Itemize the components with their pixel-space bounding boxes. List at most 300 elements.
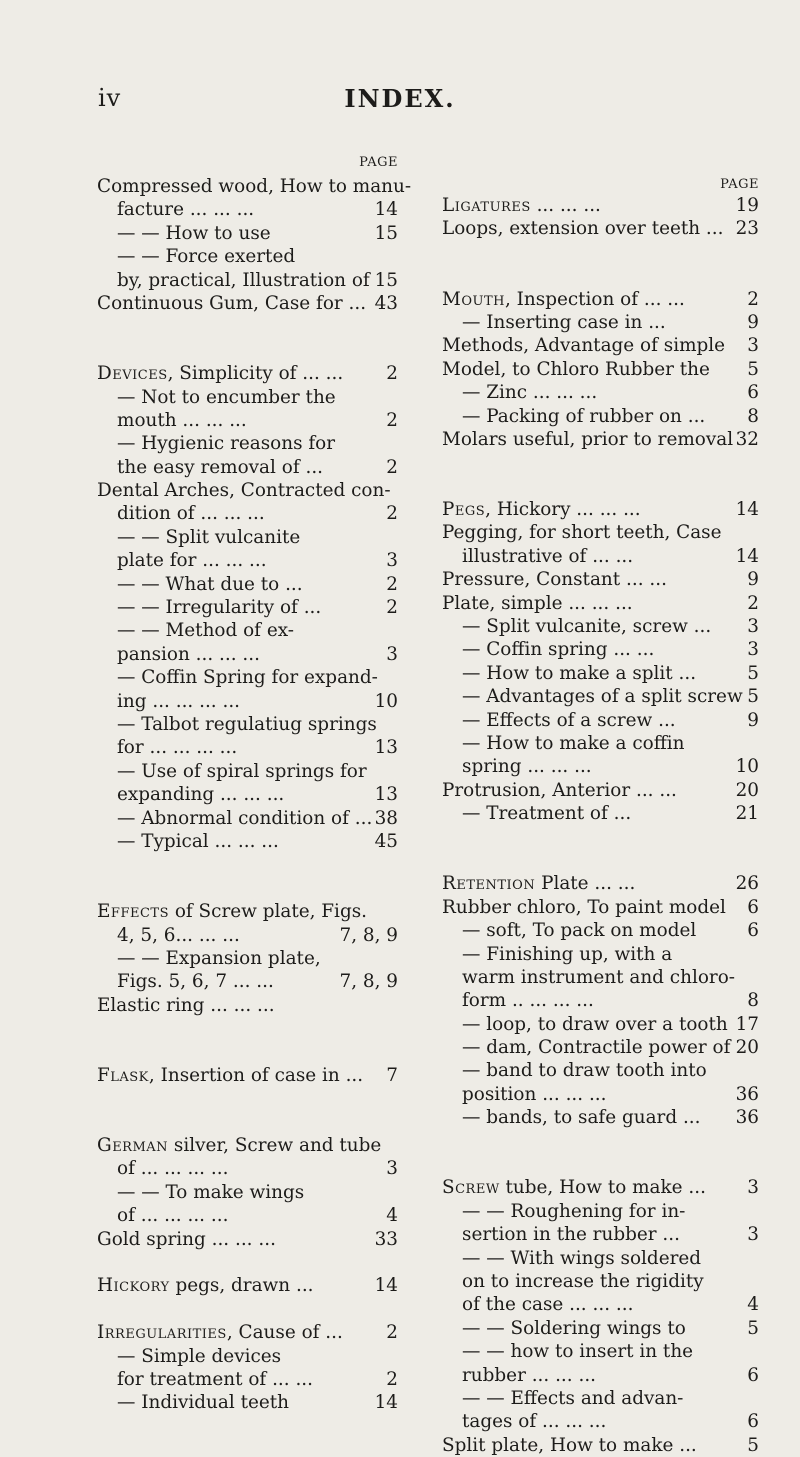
index-entry — [442, 615, 759, 638]
index-entry-text — [462, 638, 654, 661]
index-entry-body: — dam, Contractile power of — [462, 1037, 731, 1059]
index-entry-body: — — Soldering wings to — [462, 1317, 686, 1339]
index-entry-page: 7, 8, 9 — [339, 924, 398, 946]
index-entry-text — [97, 292, 366, 315]
index-entry-text — [117, 549, 267, 572]
index-entry-body: ing ... ... ... ... — [117, 690, 241, 712]
index-entry-text — [117, 783, 284, 806]
index-entry-text — [442, 779, 677, 802]
index-entry — [97, 994, 398, 1017]
index-entry-text — [97, 994, 275, 1017]
index-entry-body: — Simple devices — [117, 1345, 282, 1367]
index-entry-page: 2 — [386, 573, 398, 595]
index-entry-text — [117, 1204, 228, 1227]
index-entry — [442, 732, 759, 755]
index-entry-text — [442, 288, 685, 311]
index-entry — [97, 245, 398, 268]
index-entry — [97, 1345, 398, 1368]
index-entry-text — [117, 269, 370, 292]
index-entry-text — [97, 1134, 381, 1157]
index-entry-page: 3 — [747, 1224, 759, 1246]
index-entry-text — [117, 596, 321, 619]
index-entry — [97, 690, 398, 713]
index-entry-page: 14 — [735, 545, 759, 567]
index-entry-body: Elastic ring ... ... ... — [97, 994, 275, 1016]
index-entry — [442, 1200, 759, 1223]
index-entry-page: 14 — [374, 199, 398, 221]
index-entry-text — [97, 362, 343, 385]
index-entry-body: Methods, Advantage of simple — [442, 335, 726, 357]
index-entry — [97, 1391, 398, 1414]
index-entry-text — [462, 405, 705, 428]
index-entry — [442, 872, 759, 895]
index-entry-text — [117, 456, 323, 479]
index-entry — [97, 1321, 398, 1344]
index-entry-body: — — how to insert in the — [462, 1341, 694, 1363]
index-entry-body: Continuous Gum, Case for ... — [97, 292, 367, 314]
index-entry-text — [462, 919, 696, 942]
index-entry-text — [462, 1410, 606, 1433]
index-entry-page: 4 — [386, 1205, 398, 1227]
index-entry-body: — Talbot regulatiug springs — [117, 713, 377, 735]
index-entry-text — [462, 615, 711, 638]
index-entry-body: Rubber chloro, To paint model — [442, 896, 726, 918]
index-entry-page: 15 — [374, 222, 398, 244]
index-entry — [442, 1410, 759, 1433]
index-entry-page: 9 — [747, 569, 759, 591]
index-entry-page: 21 — [735, 803, 759, 825]
index-entry-heading: Hickory — [97, 1275, 170, 1297]
index-entry-text — [117, 1181, 304, 1204]
index-entry-body: of ... ... ... ... — [117, 1205, 229, 1227]
index-entry-text — [462, 1293, 633, 1316]
index-entry-body: sertion in the rubber ... — [462, 1224, 680, 1246]
index-entry-body: — loop, to draw over a tooth — [462, 1013, 728, 1035]
index-entry — [97, 1064, 398, 1087]
entry-spacer — [97, 1087, 398, 1110]
index-entry-page: 5 — [747, 686, 759, 708]
index-entry — [97, 1157, 398, 1180]
index-entry-text — [97, 1321, 343, 1344]
index-entry-page: 6 — [747, 1364, 759, 1386]
index-entry-text — [462, 1036, 730, 1059]
index-entry-page: 14 — [374, 1275, 398, 1297]
index-entry-body: position ... ... ... — [462, 1083, 607, 1105]
index-entry-body: — soft, To pack on model — [462, 920, 697, 942]
index-entry — [97, 783, 398, 806]
index-entry-text — [442, 872, 635, 895]
index-entry-page: 2 — [747, 592, 759, 614]
index-entry — [442, 709, 759, 732]
index-entry-body: — Treatment of ... — [462, 803, 632, 825]
index-entry-page: 7, 8, 9 — [339, 971, 398, 993]
index-entry-text — [117, 1345, 281, 1368]
index-entry-text — [117, 807, 372, 830]
index-entry-text — [462, 1200, 685, 1223]
index-entry-text — [442, 428, 733, 451]
index-entry-body: — Zinc ... ... ... — [462, 382, 598, 404]
index-entry-text — [462, 802, 631, 825]
index-entry — [442, 1013, 759, 1036]
index-entry-text — [462, 1083, 607, 1106]
index-entry-text — [117, 619, 294, 642]
index-entry-body: silver, Screw and tube — [168, 1135, 382, 1157]
index-entry-body: — Abnormal condition of ... — [117, 807, 373, 829]
index-entry-text — [442, 568, 667, 591]
index-entry — [442, 685, 759, 708]
entry-spacer — [97, 1251, 398, 1274]
index-entry-page: 3 — [386, 643, 398, 665]
index-entry-page: 13 — [374, 784, 398, 806]
index-entry-body: — Effects of a screw ... — [462, 709, 676, 731]
index-entry-page: 2 — [386, 1322, 398, 1344]
entry-spacer — [97, 853, 398, 876]
index-entry — [442, 1247, 759, 1270]
index-entry-body: — — What due to ... — [117, 573, 303, 595]
index-entry-text — [117, 760, 367, 783]
index-entry-text — [117, 690, 240, 713]
index-entry-text — [462, 1013, 728, 1036]
index-entry-body: Protrusion, Anterior ... ... — [442, 779, 677, 801]
index-entry-page: 6 — [747, 896, 759, 918]
index-entry-body: warm instrument and chloro- — [462, 966, 735, 988]
index-entry-heading: Flask — [97, 1064, 149, 1086]
index-entry-text — [442, 592, 633, 615]
index-entry-body: — — With wings soldered — [462, 1247, 702, 1269]
index-entry-page: 26 — [735, 873, 759, 895]
index-entry-text — [442, 1176, 706, 1199]
index-entry-body: Pressure, Constant ... ... — [442, 569, 667, 591]
index-entry-body: of the case ... ... ... — [462, 1294, 634, 1316]
index-entry-body: tube, How to make ... — [499, 1177, 706, 1199]
index-entry-page: 5 — [747, 662, 759, 684]
index-entry-text — [442, 217, 723, 240]
index-entry-body: — Packing of rubber on ... — [462, 405, 706, 427]
index-entry-body: — How to make a coffin — [462, 732, 685, 754]
index-entry-text — [442, 358, 710, 381]
index-column-left — [97, 154, 412, 1415]
index-entries-right — [442, 194, 759, 1457]
index-entry — [442, 802, 759, 825]
index-entry — [442, 217, 759, 240]
index-entry-body: for treatment of ... ... — [117, 1368, 313, 1390]
index-entry-body: Split plate, How to make ... — [442, 1434, 697, 1456]
index-entry — [97, 362, 398, 385]
index-entry — [97, 198, 398, 221]
index-entry — [442, 919, 759, 942]
index-entry — [97, 292, 398, 315]
index-entry-body: on to increase the rigidity — [462, 1270, 704, 1292]
index-entry-text — [97, 479, 391, 502]
entry-spacer — [97, 315, 398, 338]
index-entry — [442, 381, 759, 404]
index-entry-page: 3 — [747, 616, 759, 638]
entry-spacer — [442, 1153, 759, 1176]
index-entry — [97, 386, 398, 409]
index-entry — [97, 456, 398, 479]
index-entry-heading: Irregularities — [97, 1322, 227, 1344]
index-entry — [442, 288, 759, 311]
index-entry-body: — Individual teeth — [117, 1392, 289, 1414]
index-entry — [97, 526, 398, 549]
entry-spacer — [97, 339, 398, 362]
index-entry-text — [442, 521, 722, 544]
index-entry-page: 38 — [374, 807, 398, 829]
index-entry-page: 33 — [374, 1228, 398, 1250]
index-entry — [442, 779, 759, 802]
index-entry-page: 6 — [747, 382, 759, 404]
index-entry-text — [462, 662, 696, 685]
index-entry — [97, 479, 398, 502]
index-entry-text — [117, 245, 295, 268]
index-entry-body: — Use of spiral springs for — [117, 760, 367, 782]
index-entry-page: 2 — [386, 597, 398, 619]
index-entry-text — [462, 1247, 701, 1270]
index-entry — [97, 573, 398, 596]
index-entry — [442, 498, 759, 521]
page-number: iv — [98, 84, 122, 112]
index-entry — [97, 666, 398, 689]
index-entry-body: — Finishing up, with a — [462, 943, 673, 965]
index-entry-page: 5 — [747, 358, 759, 380]
entry-spacer — [442, 849, 759, 872]
index-entry — [442, 662, 759, 685]
index-entry-body: — — To make wings — [117, 1181, 305, 1203]
index-entry-body: the easy removal of ... — [117, 456, 324, 478]
index-entry — [442, 334, 759, 357]
index-entry — [442, 311, 759, 334]
index-entry-heading: Pegs — [442, 499, 486, 521]
index-entry-body: — Coffin spring ... ... — [462, 639, 655, 661]
index-entry — [442, 1106, 759, 1129]
page-column-label: PAGE — [720, 177, 759, 192]
index-entry — [97, 970, 398, 993]
index-entry-heading: Devices — [97, 363, 168, 385]
index-entry-body: pegs, drawn ... — [169, 1275, 314, 1297]
index-entry — [442, 755, 759, 778]
entry-spacer — [97, 877, 398, 900]
index-entry-page: 10 — [735, 756, 759, 778]
index-entry-heading: German — [97, 1135, 169, 1157]
index-entry-text — [442, 498, 641, 521]
index-entry — [97, 1228, 398, 1251]
index-entry — [97, 222, 398, 245]
index-entry — [97, 409, 398, 432]
index-entry-body: — Advantages of a split screw — [462, 686, 743, 708]
index-entry-body: — — Split vulcanite — [117, 526, 301, 548]
index-entry-page: 5 — [747, 1317, 759, 1339]
index-entry-text — [462, 755, 592, 778]
index-entry-body: 4, 5, 6... ... ... — [117, 924, 240, 946]
index-entry-text — [117, 573, 303, 596]
index-entry-body: facture ... ... ... — [117, 199, 255, 221]
index-entry-text — [462, 1270, 704, 1293]
index-entry-body: Figs. 5, 6, 7 ... ... — [117, 971, 274, 993]
index-entry-heading: Effects — [97, 901, 169, 923]
index-entry — [442, 405, 759, 428]
index-entry-page: 36 — [735, 1083, 759, 1105]
index-entry-text — [462, 1387, 683, 1410]
index-entry — [97, 713, 398, 736]
index-entry-page: 2 — [386, 503, 398, 525]
index-entry-text — [97, 1274, 314, 1297]
index-entry — [97, 760, 398, 783]
index-entry-page: 7 — [386, 1064, 398, 1086]
index-entry — [97, 502, 398, 525]
index-entry-body: rubber ... ... ... — [462, 1364, 597, 1386]
index-entry-text — [117, 947, 321, 970]
index-entry-text — [442, 896, 726, 919]
index-entry-text — [462, 685, 743, 708]
index-entry — [442, 1083, 759, 1106]
index-entry-page: 6 — [747, 920, 759, 942]
index-entry-body: plate for ... ... ... — [117, 550, 267, 572]
index-entry-text — [442, 194, 601, 217]
index-entry — [97, 596, 398, 619]
index-entry-body: — — Irregularity of ... — [117, 597, 322, 619]
index-entry-page: 5 — [747, 1434, 759, 1456]
index-entry-text — [462, 943, 672, 966]
index-entry-text — [462, 709, 676, 732]
index-entry — [97, 900, 398, 923]
index-entry-page: 15 — [374, 269, 398, 291]
index-entry-body: Pegging, for short teeth, Case — [442, 522, 722, 544]
index-entry — [97, 924, 398, 947]
index-entry-body: of ... ... ... ... — [117, 1158, 229, 1180]
index-entry-text — [462, 1106, 701, 1129]
index-entry-text — [117, 432, 335, 455]
index-entry — [442, 989, 759, 1012]
index-entry-body: — Hygienic reasons for — [117, 433, 336, 455]
index-entry-body: , Hickory ... ... ... — [485, 499, 641, 521]
index-entry-page: 43 — [374, 292, 398, 314]
index-entry-body: Molars useful, prior to removal — [442, 428, 734, 450]
index-entry — [442, 1434, 759, 1457]
entry-spacer — [442, 451, 759, 474]
entry-spacer — [442, 241, 759, 264]
index-entry — [442, 1317, 759, 1340]
index-entry-text — [117, 736, 237, 759]
index-entry — [97, 1368, 398, 1391]
index-entry-body: Loops, extension over teeth ... — [442, 218, 724, 240]
entry-spacer — [97, 1111, 398, 1134]
index-entry-body: Gold spring ... ... ... — [97, 1228, 276, 1250]
index-entry-text — [97, 175, 411, 198]
index-entry-page: 2 — [386, 409, 398, 431]
index-entry-page: 10 — [374, 690, 398, 712]
index-entry-text — [462, 732, 685, 755]
index-entry — [97, 175, 412, 198]
index-entry-page: 32 — [735, 428, 759, 450]
index-entry-text — [462, 1059, 707, 1082]
index-entry-text — [117, 666, 378, 689]
index-entry — [97, 432, 398, 455]
index-entry-text — [117, 222, 271, 245]
index-entry-text — [97, 1064, 363, 1087]
index-entry-page: 4 — [747, 1294, 759, 1316]
index-entry-body: form .. ... ... ... — [462, 990, 594, 1012]
index-entry-page: 2 — [386, 456, 398, 478]
index-entry-page: 20 — [735, 1037, 759, 1059]
index-entry-body: ... ... ... — [530, 195, 601, 216]
entry-spacer — [442, 264, 759, 287]
index-entry-text — [442, 1434, 697, 1457]
page-column-label: PAGE — [359, 155, 398, 170]
index-entry — [442, 545, 759, 568]
index-entry — [97, 1204, 398, 1227]
index-entry — [97, 807, 398, 830]
index-entry-text — [442, 334, 725, 357]
index-entry-text — [117, 970, 274, 993]
index-entry-text — [117, 924, 240, 947]
index-entry-body: , Cause of ... — [226, 1322, 343, 1344]
index-entry-page: 8 — [747, 405, 759, 427]
index-entry-body: dition of ... ... ... — [117, 503, 265, 525]
index-entry-page: 3 — [747, 1177, 759, 1199]
index-entry-heading: Retention — [442, 873, 536, 895]
index-entry-body: — — How to use — [117, 222, 271, 244]
index-entry-body: by, practical, Illustration of — [117, 269, 370, 291]
entry-spacer — [442, 1130, 759, 1153]
index-entry-page: 13 — [374, 737, 398, 759]
index-entry-text — [117, 643, 260, 666]
index-entry-text — [462, 311, 666, 334]
index-entry-page: 9 — [747, 709, 759, 731]
index-entry-text — [462, 545, 633, 568]
index-entry — [442, 638, 759, 661]
entry-spacer — [442, 826, 759, 849]
index-entry-body: illustrative of ... ... — [462, 545, 634, 567]
index-entry-text — [462, 381, 597, 404]
index-entry-text — [117, 526, 300, 549]
index-entry — [442, 943, 759, 966]
index-entry — [442, 521, 759, 544]
index-entry — [442, 1036, 759, 1059]
index-entry-text — [117, 830, 279, 853]
index-entry — [442, 194, 759, 217]
index-entry-text — [462, 1317, 686, 1340]
index-entry — [97, 549, 398, 572]
index-entry — [97, 643, 398, 666]
index-entry — [97, 269, 398, 292]
index-entry — [442, 1270, 759, 1293]
entry-spacer — [97, 1017, 398, 1040]
index-entry-page: 14 — [735, 499, 759, 521]
index-entry-body: — Not to encumber the — [117, 386, 336, 408]
index-entry-text — [117, 713, 377, 736]
index-entry-text — [117, 409, 247, 432]
index-entry-body: Model, to Chloro Rubber the — [442, 358, 710, 380]
index-entry-heading: Screw — [442, 1177, 500, 1199]
index-entry-text — [97, 900, 367, 923]
index-entry-body: — — Expansion plate, — [117, 947, 321, 969]
index-entry-body: of Screw plate, Figs. — [168, 901, 367, 923]
index-entry-body: expanding ... ... ... — [117, 784, 285, 806]
index-entry-text — [462, 1223, 680, 1246]
index-entry-text — [462, 1340, 693, 1363]
index-entry-body: — How to make a split ... — [462, 662, 697, 684]
entry-spacer — [97, 1040, 398, 1063]
entry-spacer — [442, 475, 759, 498]
index-entry-page: 2 — [386, 1368, 398, 1390]
index-entry — [442, 1364, 759, 1387]
index-entry-body: , Inspection of ... ... — [504, 288, 685, 310]
index-entry-text — [117, 198, 254, 221]
index-entry-text — [117, 386, 336, 409]
index-entry-page: 20 — [735, 779, 759, 801]
index-entry — [442, 1340, 759, 1363]
index-entry-page: 2 — [747, 288, 759, 310]
